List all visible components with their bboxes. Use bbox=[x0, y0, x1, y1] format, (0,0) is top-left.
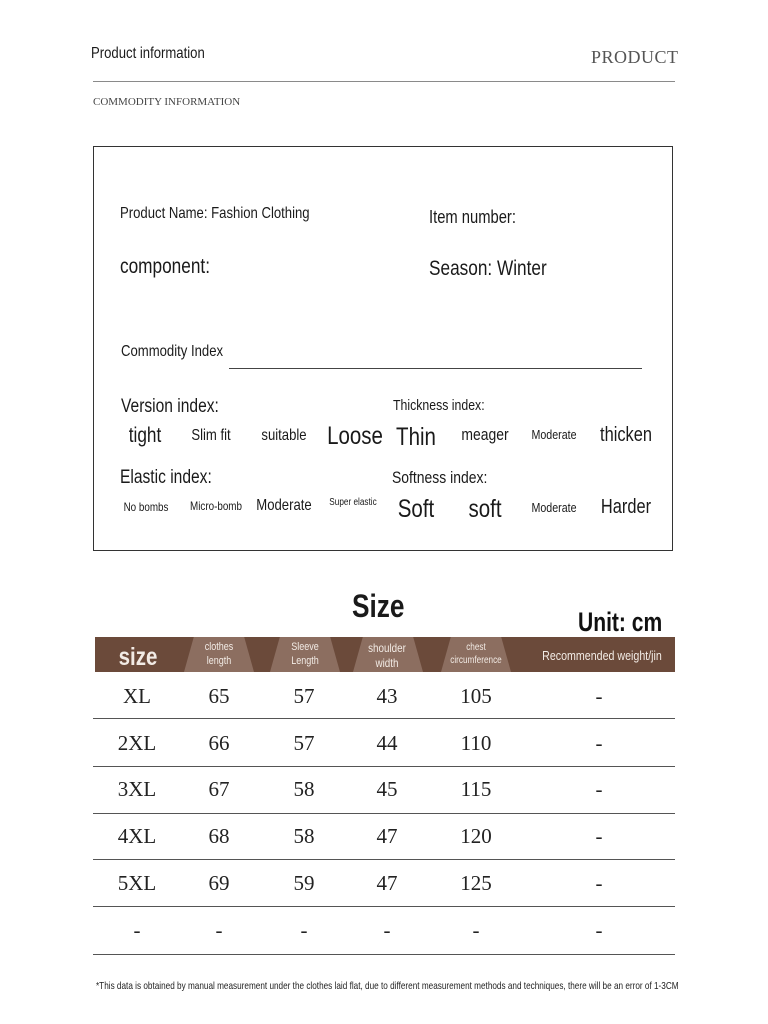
cell-chest: 115 bbox=[460, 777, 492, 801]
version-option-tight: tight bbox=[128, 424, 162, 447]
cell-weight: - bbox=[595, 731, 603, 755]
row-divider bbox=[93, 906, 675, 907]
cell-size: 4XL bbox=[117, 824, 157, 848]
header-recommended-weight: Recommended weight/jin bbox=[542, 648, 662, 663]
elastic-option-super-elastic: Super elastic bbox=[329, 497, 377, 508]
product-name: Product Name: Fashion Clothing bbox=[120, 205, 310, 222]
commodity-index-rule bbox=[229, 368, 642, 369]
cell-size: 5XL bbox=[117, 871, 157, 895]
elastic-index-label: Elastic index: bbox=[120, 467, 212, 488]
thickness-option-moderate: Moderate bbox=[531, 427, 577, 442]
elastic-option-no-bombs: No bombs bbox=[123, 500, 169, 514]
cell-shoulder-width: 44 bbox=[376, 731, 398, 755]
row-divider bbox=[93, 813, 675, 814]
cell-shoulder-width: 47 bbox=[376, 824, 398, 848]
cell-chest: 105 bbox=[460, 684, 492, 708]
commodity-index-label: Commodity Index bbox=[121, 343, 224, 360]
softness-index-label: Softness index: bbox=[392, 468, 488, 487]
cell-size: 3XL bbox=[117, 777, 157, 801]
cell-size: XL bbox=[123, 684, 151, 708]
cell-chest: 110 bbox=[460, 731, 492, 755]
version-option-slim-fit: Slim fit bbox=[191, 427, 231, 444]
thickness-option-meager: meager bbox=[461, 425, 509, 444]
cell-sleeve-length: - bbox=[300, 918, 308, 942]
cell-clothes-length: 65 bbox=[208, 684, 230, 708]
header-shoulder-width: shoulder width bbox=[368, 641, 406, 670]
footnote: *This data is obtained by manual measurement under the clothes laid flat, due to different measurement methods and techniques, there will be an error of 1-3CM bbox=[96, 980, 679, 992]
cell-weight: - bbox=[595, 824, 603, 848]
header-clothes-length: clothes length bbox=[204, 641, 234, 667]
header-sleeve-length: Sleeve Length bbox=[291, 641, 319, 667]
row-divider bbox=[93, 954, 675, 955]
size-table-header bbox=[95, 637, 675, 672]
version-option-suitable: suitable bbox=[261, 427, 307, 444]
component-label: component: bbox=[120, 255, 210, 278]
cell-weight: - bbox=[595, 918, 603, 942]
header-size: size bbox=[118, 643, 158, 671]
cell-clothes-length: - bbox=[215, 918, 223, 942]
section-subtitle: COMMODITY INFORMATION bbox=[93, 96, 241, 108]
version-index-label: Version index: bbox=[121, 396, 219, 417]
softness-option-soft: Soft bbox=[397, 495, 435, 523]
cell-sleeve-length: 59 bbox=[293, 871, 315, 895]
cell-size: 2XL bbox=[117, 731, 157, 755]
softness-option-moderate: Moderate bbox=[531, 500, 577, 515]
thickness-index-label: Thickness index: bbox=[393, 397, 485, 414]
cell-sleeve-length: 58 bbox=[293, 824, 315, 848]
cell-shoulder-width: 47 bbox=[376, 871, 398, 895]
size-chart-title: Size bbox=[351, 588, 405, 624]
cell-chest: 125 bbox=[460, 871, 492, 895]
cell-sleeve-length: 57 bbox=[293, 731, 315, 755]
softness-option-harder: Harder bbox=[600, 496, 652, 518]
softness-option-soft-2: soft bbox=[468, 495, 502, 523]
cell-chest: 120 bbox=[460, 824, 492, 848]
row-divider bbox=[93, 766, 675, 767]
cell-clothes-length: 67 bbox=[208, 777, 230, 801]
product-label: PRODUCT bbox=[591, 47, 679, 67]
row-divider bbox=[93, 718, 675, 719]
cell-clothes-length: 69 bbox=[208, 871, 230, 895]
row-divider bbox=[93, 859, 675, 860]
cell-sleeve-length: 58 bbox=[293, 777, 315, 801]
cell-shoulder-width: - bbox=[383, 918, 391, 942]
page-title: Product information bbox=[91, 45, 205, 62]
elastic-option-moderate: Moderate bbox=[256, 497, 312, 514]
cell-chest: - bbox=[472, 918, 480, 942]
item-number: Item number: bbox=[429, 207, 516, 227]
cell-weight: - bbox=[595, 777, 603, 801]
season-label: Season: Winter bbox=[429, 257, 547, 280]
cell-sleeve-length: 57 bbox=[293, 684, 315, 708]
cell-shoulder-width: 45 bbox=[376, 777, 398, 801]
cell-clothes-length: 66 bbox=[208, 731, 230, 755]
elastic-option-micro-bomb: Micro-bomb bbox=[190, 499, 242, 513]
version-option-loose: Loose bbox=[327, 422, 383, 450]
cell-clothes-length: 68 bbox=[208, 824, 230, 848]
unit-label: Unit: cm bbox=[578, 607, 663, 637]
thickness-option-thicken: thicken bbox=[600, 424, 652, 446]
cell-shoulder-width: 43 bbox=[376, 684, 398, 708]
header-chest-circumference: chest circumference bbox=[450, 642, 502, 666]
cell-weight: - bbox=[595, 684, 603, 708]
header-divider bbox=[93, 81, 675, 82]
cell-size: - bbox=[133, 918, 141, 942]
cell-weight: - bbox=[595, 871, 603, 895]
thickness-option-thin: Thin bbox=[396, 423, 436, 451]
